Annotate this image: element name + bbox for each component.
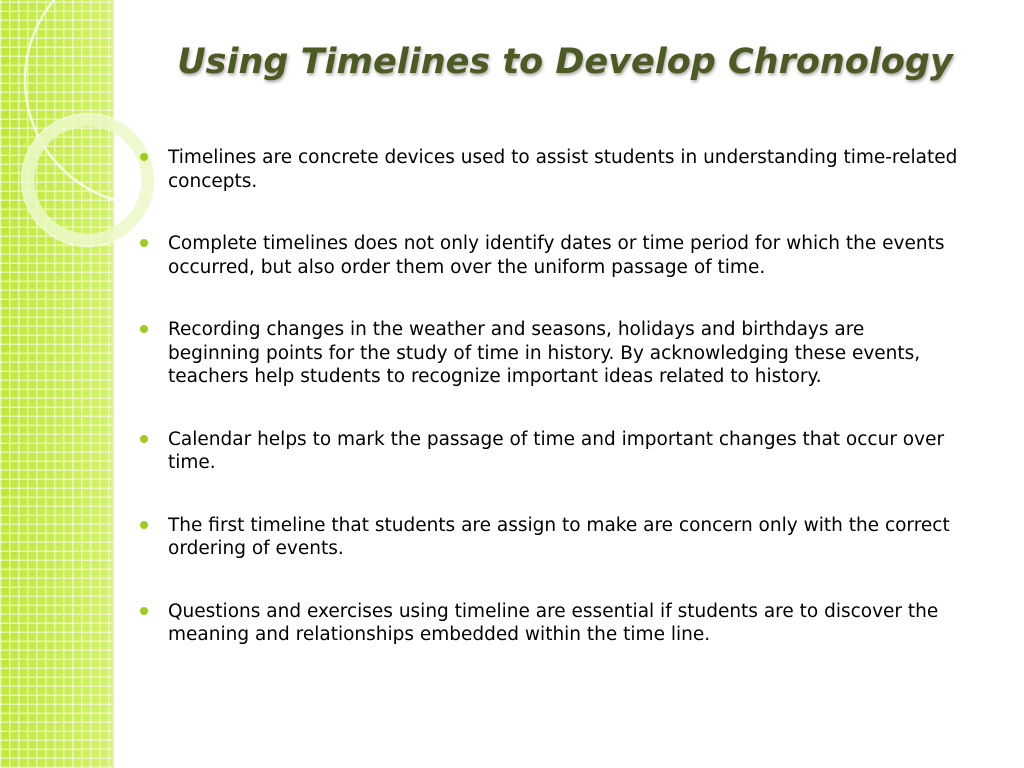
bullet-dot-icon <box>140 521 148 529</box>
bullet-text: Timelines are concrete devices used to assist students in understanding time-related concepts. <box>168 147 958 192</box>
bullet-dot-icon <box>140 435 148 443</box>
band-edge-highlight <box>110 0 114 768</box>
bullet-item <box>140 428 960 475</box>
bullet-item <box>140 232 960 279</box>
bullet-dot-icon <box>140 325 148 333</box>
bullet-dot-icon <box>140 239 148 247</box>
bullet-list <box>140 146 960 686</box>
bullet-text: Questions and exercises using timeline are essential if students are to discover the meaning and relationships embedded within the time line. <box>168 600 939 645</box>
bullet-text: Calendar helps to mark the passage of time and important changes that occur over time. <box>168 428 945 473</box>
bullet-text: Recording changes in the weather and seasons, holidays and birthdays are beginning points for the study of time in history. By acknowledging these events, teachers help students to recognize important ideas related to history. <box>168 319 921 387</box>
decorative-grid-band <box>0 0 114 768</box>
bullet-text: The first timeline that students are assign to make are concern only with the correct ordering of events. <box>168 514 950 559</box>
bullet-dot-icon <box>140 607 148 615</box>
bullet-item <box>140 318 960 389</box>
bullet-dot-icon <box>140 153 148 161</box>
bullet-text: Complete timelines does not only identify dates or time period for which the events occurred, but also order them over the uniform passage of time. <box>168 233 945 278</box>
bullet-item <box>140 600 960 647</box>
bullet-item <box>140 514 960 561</box>
bullet-item <box>140 146 960 193</box>
slide-title: Using Timelines to Develop Chronology <box>177 42 953 82</box>
